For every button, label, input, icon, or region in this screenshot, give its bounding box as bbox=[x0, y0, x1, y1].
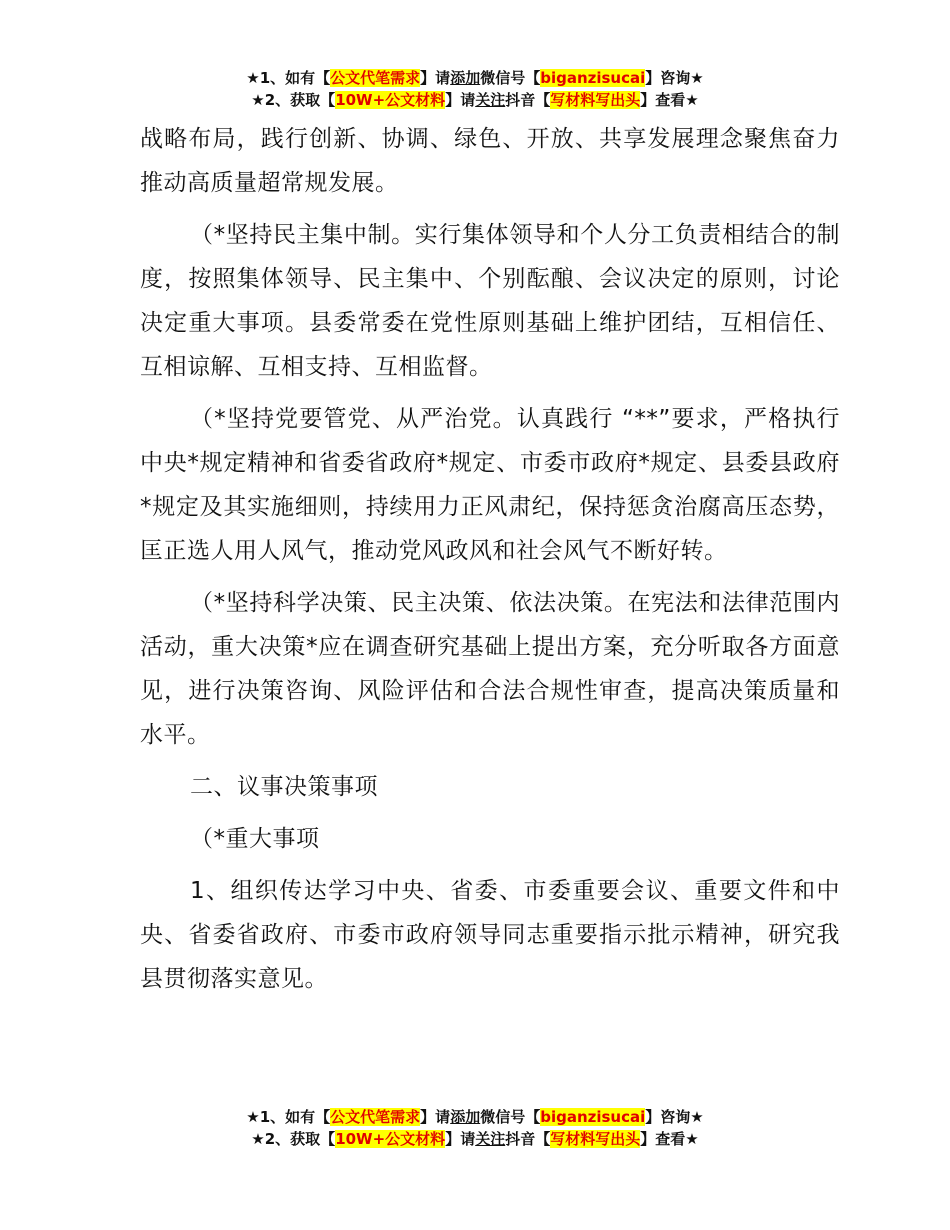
banner-highlight: 10W+公文材料 bbox=[335, 1130, 446, 1148]
banner-text: ★1、如有【 bbox=[246, 69, 331, 87]
banner-text: ★2、获取【 bbox=[251, 91, 336, 109]
banner-text: 】请 bbox=[420, 69, 451, 87]
section-heading: 二、议事决策事项 bbox=[190, 774, 378, 800]
banner-underline: 添加 bbox=[450, 1108, 481, 1126]
paragraph-party-discipline: （*坚持党要管党、从严治党。认真践行 “**”要求，严格执行中央*规定精神和省委省政府*规定、市委市政府*规定、县委县政府*规定及其实施细则，持续用力正风肃纪，保持惩贪治腐高压态势，匡正选人用人风气，推动党风政风和社会风气不断好转。 bbox=[140, 406, 840, 564]
banner-line-2 bbox=[0, 1128, 950, 1150]
banner-line-1 bbox=[0, 67, 950, 89]
banner-underline: 关注 bbox=[475, 91, 506, 109]
banner-highlight: 写材料写出头 bbox=[550, 91, 641, 109]
banner-text: 微信号【 bbox=[480, 69, 541, 87]
banner-text: 微信号【 bbox=[480, 1108, 541, 1126]
banner-highlight: 公文代笔需求 bbox=[330, 1108, 421, 1126]
banner-text: 】查看★ bbox=[640, 91, 699, 109]
banner-text: 】请 bbox=[420, 1108, 451, 1126]
header-banner bbox=[0, 67, 950, 111]
banner-highlight: 写材料写出头 bbox=[550, 1130, 641, 1148]
paragraph-scientific-decision: （*坚持科学决策、民主决策、依法决策。在宪法和法律范围内活动，重大决策*应在调查研究基础上提出方案，充分听取各方面意见，进行决策咨询、风险评估和合法合规性审查，提高决策质量和水平。 bbox=[140, 590, 840, 748]
banner-text: 】查看★ bbox=[640, 1130, 699, 1148]
paragraph-continuation: 战略布局，践行创新、协调、绿色、开放、共享发展理念聚焦奋力推动高质量超常规发展。 bbox=[140, 126, 840, 196]
document-body bbox=[140, 117, 840, 1009]
banner-highlight: biganzisucai bbox=[540, 1108, 646, 1126]
banner-text: 抖音【 bbox=[505, 91, 551, 109]
banner-highlight: biganzisucai bbox=[540, 69, 646, 87]
banner-text: 】请 bbox=[445, 91, 476, 109]
banner-text: 抖音【 bbox=[505, 1130, 551, 1148]
banner-text: 】咨询★ bbox=[645, 69, 704, 87]
footer-banner bbox=[0, 1106, 950, 1150]
banner-line-2 bbox=[0, 89, 950, 111]
banner-text: 】请 bbox=[445, 1130, 476, 1148]
banner-underline: 添加 bbox=[450, 69, 481, 87]
paragraph-democratic-centralism: （*坚持民主集中制。实行集体领导和个人分工负责相结合的制度，按照集体领导、民主集中、个别酝酿、会议决定的原则，讨论决定重大事项。县委常委在党性原则基础上维护团结，互相信任、互相谅解、互相支持、互相监督。 bbox=[140, 222, 840, 380]
paragraph-item-1: 1、组织传达学习中央、省委、市委重要会议、重要文件和中央、省委省政府、市委市政府领导同志重要指示批示精神，研究我县贯彻落实意见。 bbox=[140, 878, 840, 992]
banner-text: ★1、如有【 bbox=[246, 1108, 331, 1126]
banner-line-1 bbox=[0, 1106, 950, 1128]
banner-highlight: 公文代笔需求 bbox=[330, 69, 421, 87]
banner-text: 】咨询★ bbox=[645, 1108, 704, 1126]
banner-text: ★2、获取【 bbox=[251, 1130, 336, 1148]
subsection-heading: （*重大事项 bbox=[190, 826, 320, 852]
banner-highlight: 10W+公文材料 bbox=[335, 91, 446, 109]
banner-underline: 关注 bbox=[475, 1130, 506, 1148]
